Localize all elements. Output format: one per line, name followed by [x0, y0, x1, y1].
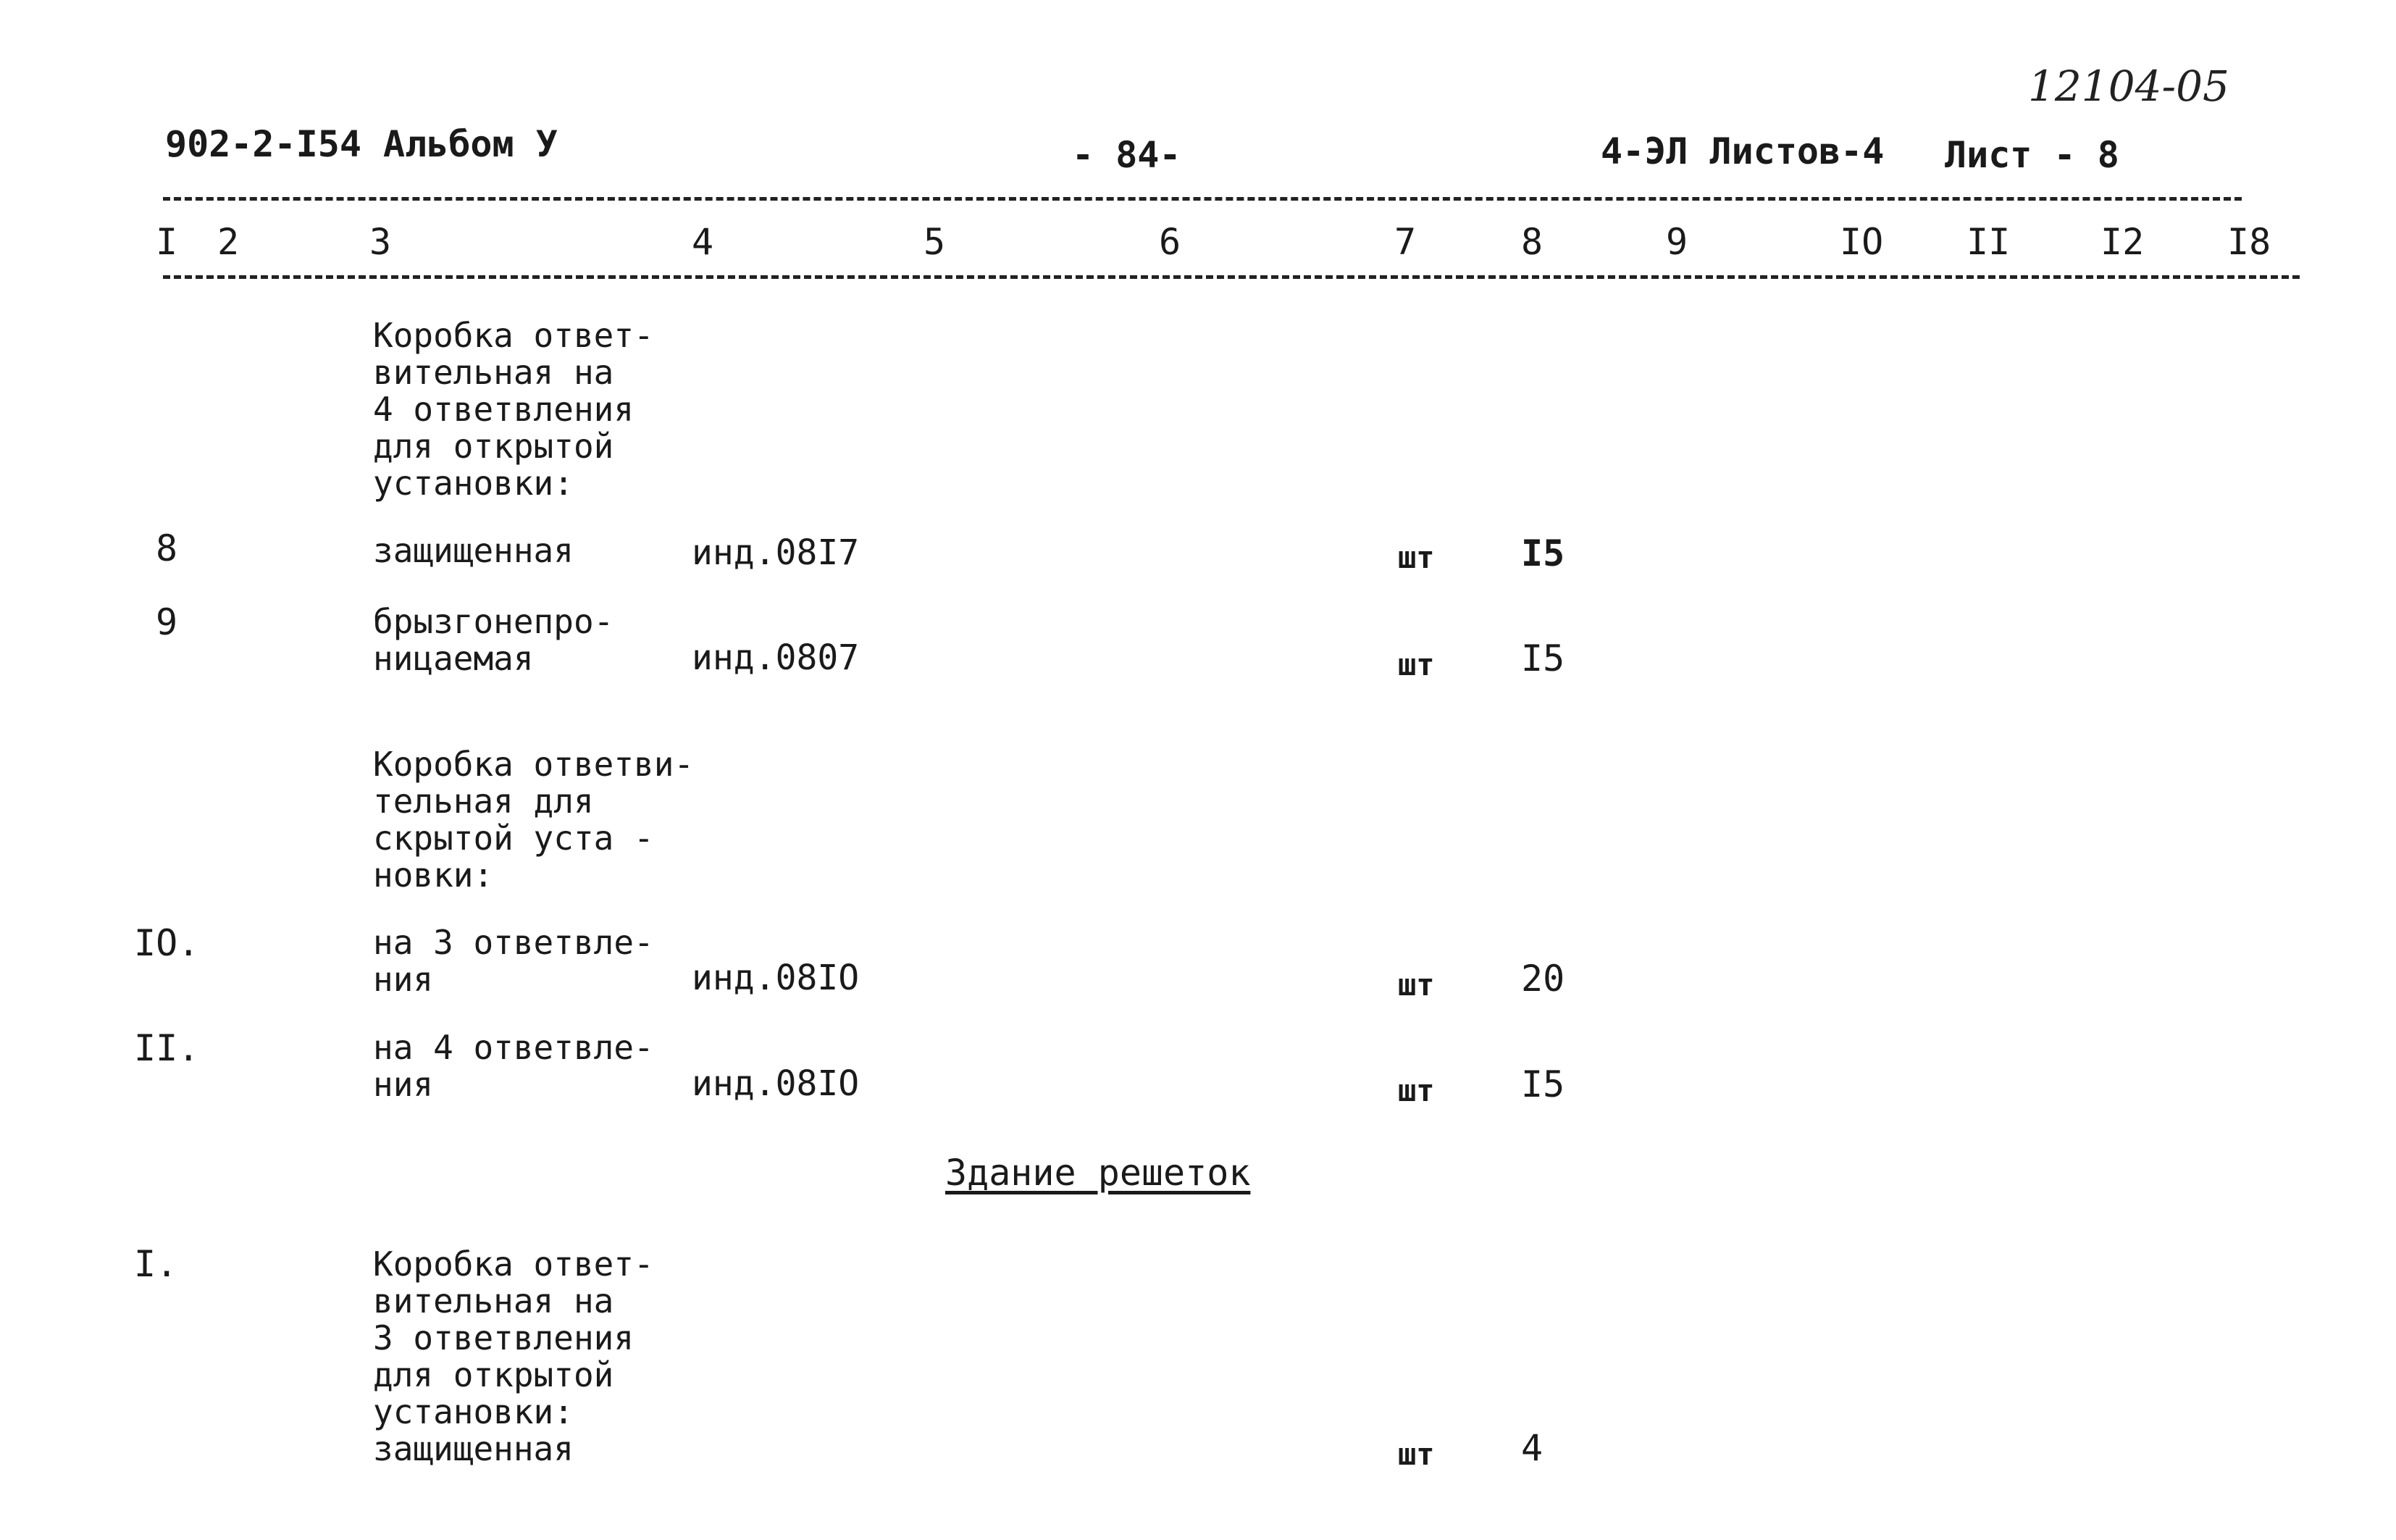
item-index: инд.0807 — [692, 637, 860, 678]
item-description: защищенная — [373, 531, 574, 570]
handwritten-doc-code: 12104-05 — [2028, 62, 2229, 111]
column-number: I2 — [2100, 221, 2145, 263]
section-title: Здание решеток — [945, 1152, 1251, 1194]
item-quantity: 20 — [1521, 958, 1565, 1000]
column-number: I8 — [2227, 221, 2271, 263]
item-unit: шт — [1398, 967, 1435, 1003]
column-number: 8 — [1521, 221, 1543, 263]
item-description: на 4 ответвле- ния — [373, 1028, 654, 1104]
column-number: 6 — [1159, 221, 1181, 263]
item-description: брызгонепро- ницаемая — [373, 602, 614, 678]
item-number: IO. — [134, 922, 200, 964]
column-number: 3 — [369, 221, 392, 263]
item-unit: шт — [1398, 540, 1435, 575]
column-number: II — [1966, 221, 2011, 263]
item-unit: шт — [1398, 1436, 1435, 1472]
column-number: 7 — [1394, 221, 1417, 263]
column-header-top-rule — [163, 197, 2242, 201]
column-number: 4 — [692, 221, 714, 263]
item-number: 9 — [156, 601, 178, 643]
item-index: инд.08IO — [692, 958, 860, 998]
item-unit: шт — [1398, 1073, 1435, 1108]
header-sheets-total: 4-ЭЛ Листов-4 — [1601, 130, 1885, 172]
column-number: 5 — [923, 221, 946, 263]
item-quantity: I5 — [1521, 532, 1565, 574]
header-sheet-number: Лист - 8 — [1945, 134, 2119, 176]
item-number: I. — [134, 1243, 178, 1285]
item-description: на 3 ответвле- ния — [373, 923, 654, 999]
item-unit: шт — [1398, 647, 1435, 682]
item-number: II. — [134, 1027, 200, 1069]
item-number: 8 — [156, 527, 178, 569]
item-index: инд.08I7 — [692, 532, 860, 573]
header-page-number: - 84- — [1072, 134, 1181, 176]
item-description: Коробка ответ- вительная на 3 ответвления для открытой установки: защищенная — [373, 1244, 654, 1468]
item-quantity: 4 — [1521, 1427, 1543, 1469]
column-header-bottom-rule — [163, 275, 2300, 279]
header-album: 902-2-I54 Альбом У — [165, 123, 558, 165]
column-number: IO — [1840, 221, 1884, 263]
column-number: 9 — [1666, 221, 1688, 263]
item-description: Коробка ответ- вительная на 4 ответвления для открытой установки: — [373, 316, 654, 503]
column-number: 2 — [217, 221, 240, 263]
item-quantity: I5 — [1521, 1063, 1565, 1105]
item-description: Коробка ответви- тельная для скрытой уста - новки: — [373, 745, 695, 895]
item-quantity: I5 — [1521, 637, 1565, 679]
item-index: инд.08IO — [692, 1063, 860, 1104]
column-number: I — [156, 221, 178, 263]
